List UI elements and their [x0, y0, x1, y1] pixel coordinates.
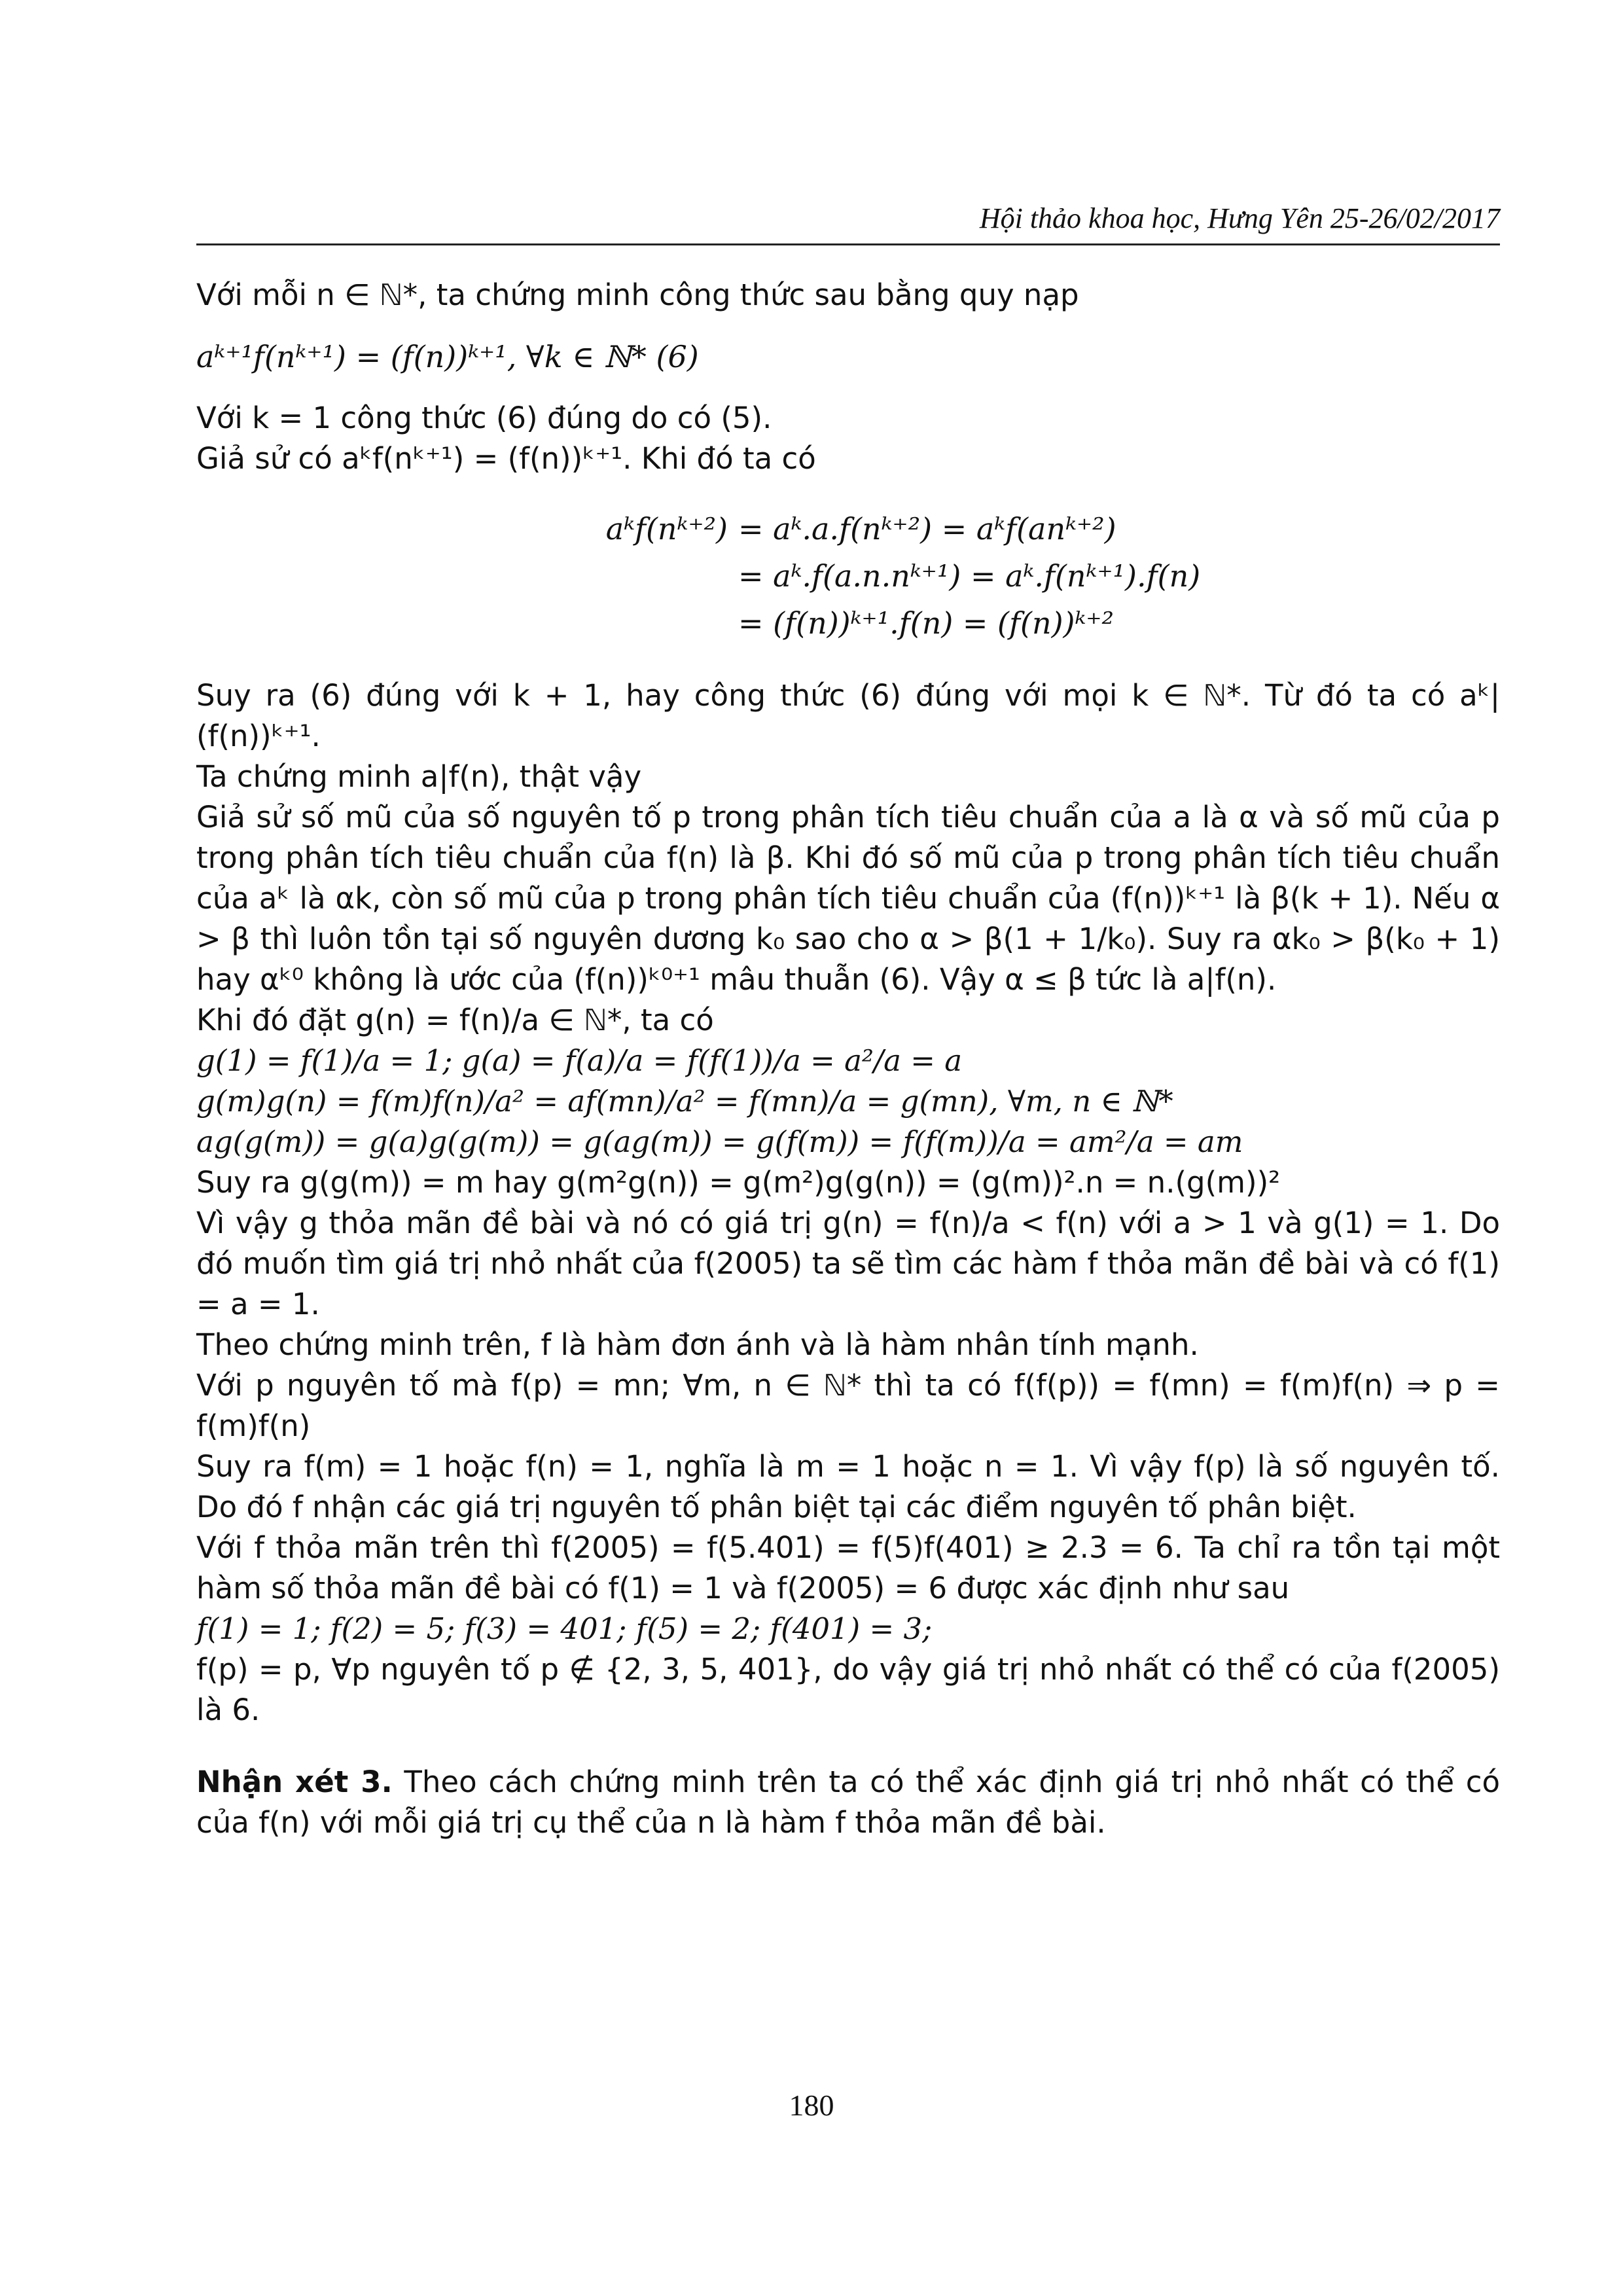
paragraph-induction-hypothesis: Giả sử có aᵏf(nᵏ⁺¹) = (f(n))ᵏ⁺¹. Khi đó ta có	[196, 441, 816, 476]
derivation-line	[196, 505, 1500, 552]
paragraph-base-case: Với k = 1 công thức (6) đúng do có (5).	[196, 401, 772, 435]
derivation-line	[196, 600, 1500, 647]
paragraph-induction-conclusion: Suy ra (6) đúng với k + 1, hay công thức (6) đúng với mọi k ∈ ℕ*. Từ đó ta có aᵏ|(f(n))ᵏ⁺¹.	[196, 678, 1500, 753]
derivation-lhs	[196, 552, 738, 600]
remark-3	[196, 1762, 1500, 1843]
paragraph-exponent-argument: Giả sử số mũ của số nguyên tố p trong phân tích tiêu chuẩn của a là α và số mũ của p trong phân tích tiêu chuẩn của f(n) là β. Khi đó số mũ của p trong phân tích tiêu chuẩn của aᵏ là αk, còn số mũ của p trong phân tích tiêu chuẩn của (f(n))ᵏ⁺¹ là β(k + 1). Nếu α > β thì luôn tồn tại số nguyên dương k₀ sao cho α > β(1 + 1/k₀). Suy ra αk₀ > β(k₀ + 1) hay αᵏ⁰ không là ước của (f(n))ᵏ⁰⁺¹ mâu thuẫn (6). Vậy α ≤ β tức là a|f(n).	[196, 800, 1500, 997]
paragraph-prime-argument: Với p nguyên tố mà f(p) = mn; ∀m, n ∈ ℕ* thì ta có f(f(p)) = f(mn) = f(m)f(n) ⇒ p = f(m)f(n)	[196, 1368, 1500, 1443]
equation-g-values: g(1) = f(1)/a = 1; g(a) = f(a)/a = f(f(1))/a = a²/a = a	[196, 1043, 963, 1078]
paragraph-g-satisfies: Vì vậy g thỏa mãn đề bài và nó có giá trị g(n) = f(n)/a < f(n) với a > 1 và g(1) = 1. Do đó muốn tìm giá trị nhỏ nhất của f(2005) ta sẽ tìm các hàm f thỏa mãn đề bài và có f(1) = a = 1.	[196, 1206, 1500, 1321]
derivation-rhs: = aᵏ.f(a.n.nᵏ⁺¹) = aᵏ.f(nᵏ⁺¹).f(n)	[738, 558, 1201, 594]
remark-title: Nhận xét 3.	[196, 1765, 393, 1799]
paragraph-g-involution: Suy ra g(g(m)) = m hay g(m²g(n)) = g(m²)g(g(n)) = (g(m))².n = n.(g(m))²	[196, 1165, 1281, 1200]
paragraph-lower-bound: Với f thỏa mãn trên thì f(2005) = f(5.401) = f(5)f(401) ≥ 2.3 = 6. Ta chỉ ra tồn tại một hàm số thỏa mãn đề bài có f(1) = 1 và f(2005) = 6 được xác định như sau	[196, 1530, 1500, 1605]
page-number: 180	[789, 2089, 834, 2122]
paragraph-claim: Ta chứng minh a|f(n), thật vậy	[196, 759, 642, 794]
paragraph-f-properties: Theo chứng minh trên, f là hàm đơn ánh và là hàm nhân tính mạnh.	[196, 1327, 1199, 1362]
equation-f-definition: f(1) = 1; f(2) = 5; f(3) = 401; f(5) = 2; f(401) = 3;	[196, 1611, 933, 1646]
paragraph-define-g: Khi đó đặt g(n) = f(n)/a ∈ ℕ*, ta có	[196, 1003, 714, 1037]
paragraph-induction-intro: Với mỗi n ∈ ℕ*, ta chứng minh công thức sau bằng quy nạp	[196, 278, 1079, 312]
derivation-rhs: = aᵏ.a.f(nᵏ⁺²) = aᵏf(anᵏ⁺²)	[738, 511, 1116, 547]
equation-6: aᵏ⁺¹f(nᵏ⁺¹) = (f(n))ᵏ⁺¹, ∀k ∈ ℕ* (6)	[196, 339, 699, 374]
page-body	[196, 275, 1500, 1843]
header-rule	[196, 243, 1500, 245]
paragraph-f-definition-rest: f(p) = p, ∀p nguyên tố p ∉ {2, 3, 5, 401}, do vậy giá trị nhỏ nhất có thể có của f(2005) là 6.	[196, 1652, 1500, 1727]
remark-text: Theo cách chứng minh trên ta có thể xác định giá trị nhỏ nhất có thể có của f(n) với mỗi giá trị cụ thể của n là hàm f thỏa mãn đề bài.	[196, 1765, 1500, 1840]
equation-g-composition: ag(g(m)) = g(a)g(g(m)) = g(ag(m)) = g(f(m)) = f(f(m))/a = am²/a = am	[196, 1124, 1243, 1159]
running-header: Hội thảo khoa học, Hưng Yên 25-26/02/2017	[979, 202, 1500, 234]
paragraph-prime-conclusion: Suy ra f(m) = 1 hoặc f(n) = 1, nghĩa là m = 1 hoặc n = 1. Vì vậy f(p) là số nguyên tố. Do đó f nhận các giá trị nguyên tố phân biệt tại các điểm nguyên tố phân biệt.	[196, 1449, 1500, 1524]
derivation-rhs: = (f(n))ᵏ⁺¹.f(n) = (f(n))ᵏ⁺²	[738, 605, 1114, 641]
derivation-lhs	[196, 600, 738, 647]
derivation-lhs: aᵏf(nᵏ⁺²)	[605, 511, 728, 547]
equation-g-multiplicative: g(m)g(n) = f(m)f(n)/a² = af(mn)/a² = f(mn)/a = g(mn), ∀m, n ∈ ℕ*	[196, 1084, 1173, 1119]
derivation-line	[196, 552, 1500, 600]
aligned-derivation	[196, 505, 1500, 647]
